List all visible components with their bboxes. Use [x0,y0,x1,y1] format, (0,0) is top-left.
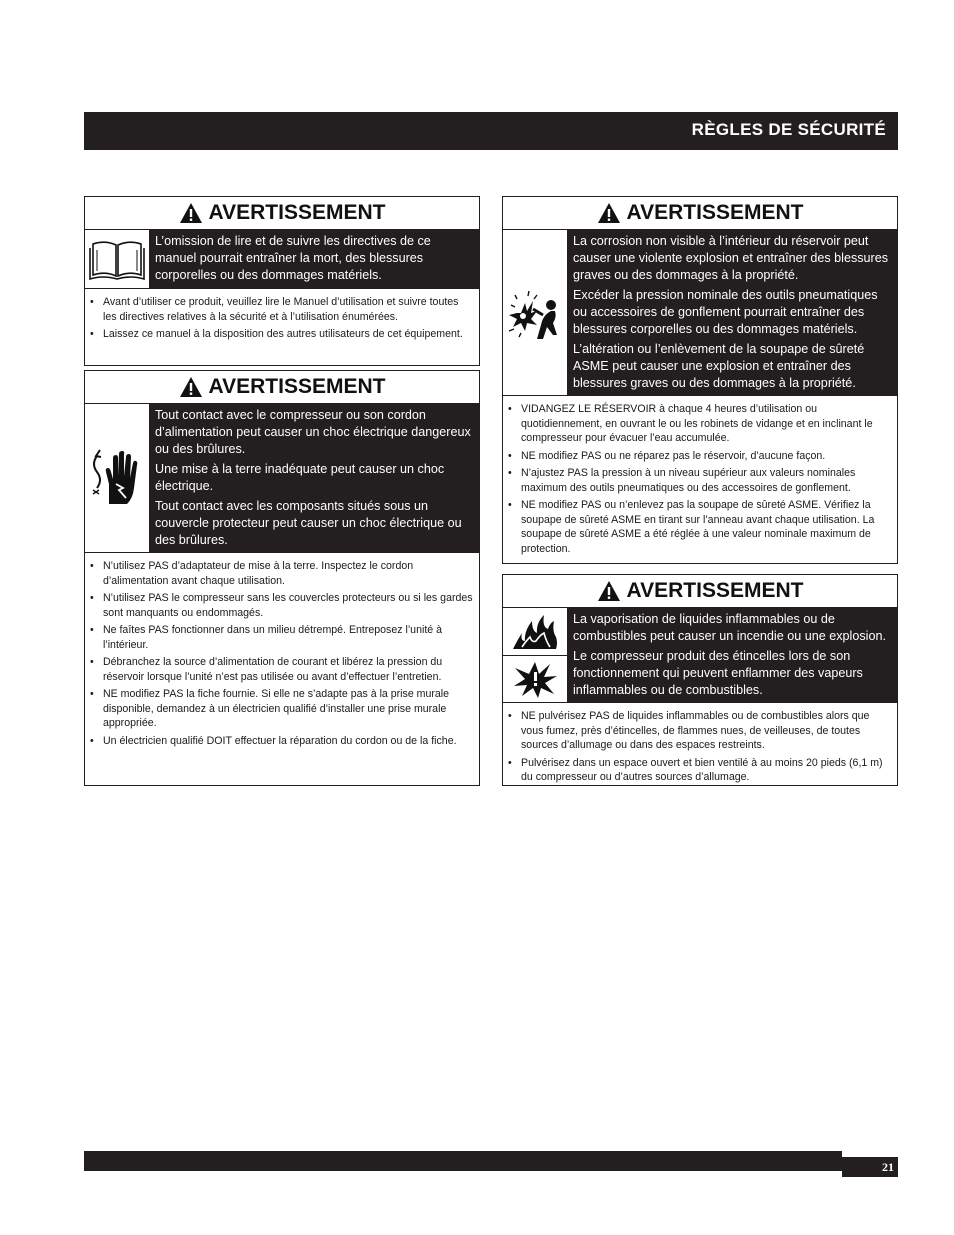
warning-triangle-icon [597,580,621,602]
list-item: • Laissez ce manuel à la disposition des autres utilisateurs de cet équipement. [103,327,473,342]
rules-list [85,553,479,753]
hazard-panel [85,404,479,553]
explosion-person-icon [503,230,568,395]
list-item: • N’ajustez PAS la pression à un niveau supérieur aux valeurs nominales maximum des outils pneumatiques ou des accessoires de gonflement. [521,466,891,495]
warning-heading: AVERTISSEMENT [85,371,479,404]
rules-list [503,396,897,561]
hazard-text: La corrosion non visible à l’intérieur du réservoir peut causer une violente explosion et entraîner des blessures graves ou des dommages à la propriété. Excéder la pression nominale des outils pneumatiques ou accessoires de gonflement pourrait entraîner des blessures corporelles ou des dommages matériels. L’altération ou l’enlèvement de la soupape de sûreté ASME peut causer une explosion et entraîner des blessures graves ou des dommages à la propriété. [568,230,897,395]
manual-book-icon [85,230,150,288]
list-item: • VIDANGEZ LE RÉSERVOIR à chaque 4 heures d’utilisation ou quotidiennement, en ouvrant le ou les robinets de vidange et en inclinant le compresseur pour évacuer l’eau accumulée. [521,402,891,446]
list-item: • NE modifiez PAS ou n’enlevez pas la soupape de sûreté ASME. Vérifiez la soupape de sûreté ASME en tirant sur l’anneau avant chaque utilisation. La soupape de sûreté ASME a été réglée à une valeur nominale maximum de protection. [521,498,891,556]
list-item: • Pulvérisez dans un espace ouvert et bien ventilé à au moins 20 pieds (6,1 m) du compresseur ou d’autres sources d’allumage. [521,756,891,785]
list-item: • Avant d’utiliser ce produit, veuillez lire le Manuel d’utilisation et suivre toutes les directives relatives à la sécurité et à l’utilisation énumérées. [103,295,473,324]
section-header-bar [84,112,898,150]
warning-triangle-icon [597,202,621,224]
list-item: • N’utilisez PAS d’adaptateur de mise à la terre. Inspectez le cordon d’alimentation avant chaque utilisation. [103,559,473,588]
flame-icon [503,608,567,655]
hazard-text: Tout contact avec le compresseur ou son cordon d’alimentation peut causer un choc électrique dangereux ou des brûlures. Une mise à la terre inadéquate peut causer un choc électrique. Tout contact avec les composants situés sous un couvercle protecteur peut causer un choc électrique ou des brûlures. [150,404,479,552]
list-item: • NE modifiez PAS ou ne réparez pas le réservoir, d’aucune façon. [521,449,891,464]
list-item: • Un électricien qualifié DOIT effectuer la réparation du cordon ou de la fiche. [103,734,473,749]
list-item: • NE pulvérisez PAS de liquides inflammables ou de combustibles alors que vous fumez, près d’étincelles, de flammes nues, de veilleuses, de toutes sources d’allumage ou dans des espaces restreints. [521,709,891,753]
footer-bar [84,1151,842,1171]
hazard-panel [503,230,897,396]
warning-box-fire [502,574,898,786]
icon-column [503,608,568,702]
electric-shock-hand-icon [85,404,150,552]
warning-box-electric [84,370,480,786]
page-number: 21 [842,1157,898,1177]
rules-list [85,289,479,347]
hazard-text: L’omission de lire et de suivre les directives de ce manuel pourrait entraîner la mort, des blessures corporelles ou des dommages matériels. [150,230,479,288]
list-item: • Ne faîtes PAS fonctionner dans un milieu détrempé. Entreposez l’unité à l’intérieur. [103,623,473,652]
hazard-panel [503,608,897,703]
list-item: • N’utilisez PAS le compresseur sans les couvercles protecteurs ou si les gardes sont manquants ou endommagés. [103,591,473,620]
warning-box-tank [502,196,898,564]
warning-heading: AVERTISSEMENT [85,197,479,230]
section-title: RÈGLES DE SÉCURITÉ [691,120,886,139]
list-item: • Débranchez la source d’alimentation de courant et libérez la pression du réservoir lorsque l’unité n’est pas utilisée ou avant d’effectuer l’entretien. [103,655,473,684]
list-item: • NE modifiez PAS la fiche fournie. Si elle ne s’adapte pas à la prise murale disponible, demandez à un électricien qualifié d’installer une prise murale appropriée. [103,687,473,731]
explosion-spark-icon [503,655,567,703]
warning-triangle-icon [179,376,203,398]
hazard-text: La vaporisation de liquides inflammables ou de combustibles peut causer un incendie ou une explosion. Le compresseur produit des étincelles lors de son fonctionnement qui peuvent enflammer des vapeurs inflammables ou de combustibles. [568,608,897,702]
hazard-panel [85,230,479,289]
warning-triangle-icon [179,202,203,224]
warning-heading: AVERTISSEMENT [503,197,897,230]
rules-list [503,703,897,790]
warning-box-manual [84,196,480,366]
warning-heading: AVERTISSEMENT [503,575,897,608]
